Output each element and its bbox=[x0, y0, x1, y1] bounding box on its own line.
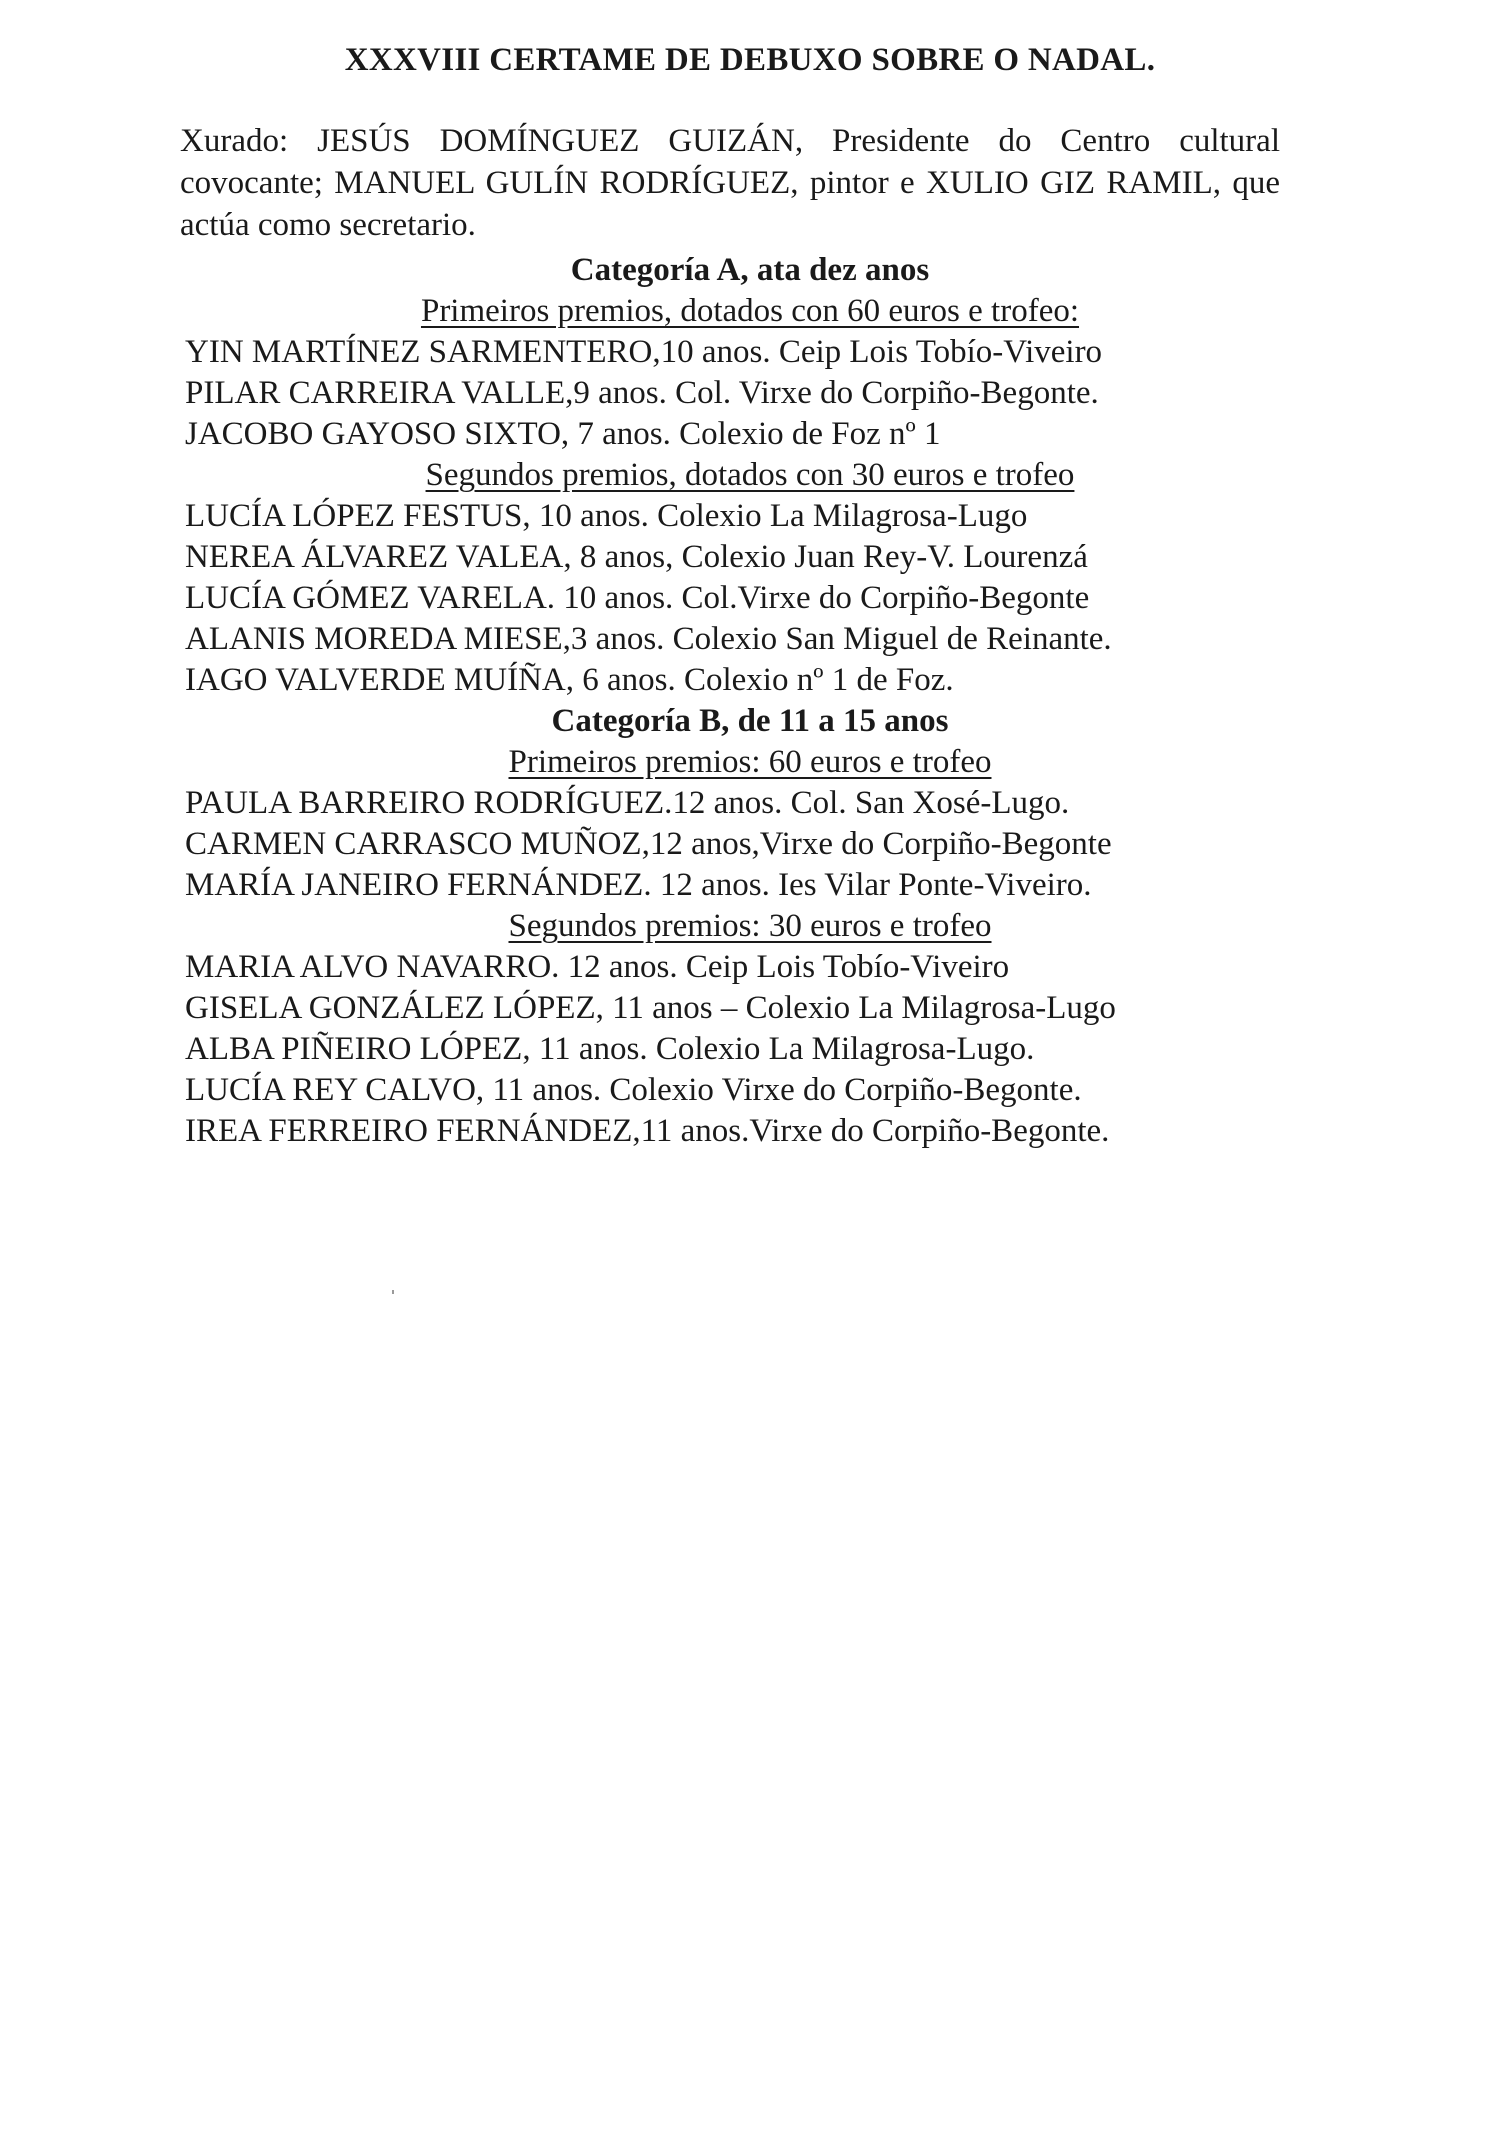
category-b-second-prizes-heading bbox=[0, 908, 1500, 945]
scan-speck bbox=[392, 1290, 394, 1294]
category-a-first-prizes-label: Primeiros premios, dotados con 60 euros e trofeo: bbox=[420, 293, 1080, 329]
category-b-heading: Categoría B, de 11 a 15 anos bbox=[551, 703, 949, 739]
category-b-second-prize-entry: IREA FERREIRO FERNÁNDEZ,11 anos.Virxe do Corpiño-Begonte. bbox=[185, 1113, 1110, 1149]
document-title: XXXVIII CERTAME DE DEBUXO SOBRE O NADAL. bbox=[344, 42, 1156, 78]
category-b-first-prizes-label: Primeiros premios: 60 euros e trofeo bbox=[508, 744, 992, 780]
category-b-first-prize-entry: PAULA BARREIRO RODRÍGUEZ.12 anos. Col. San Xosé-Lugo. bbox=[185, 785, 1070, 821]
category-a-second-prizes-label: Segundos premios, dotados con 30 euros e trofeo bbox=[425, 457, 1075, 493]
category-a-second-prize-entry: NEREA ÁLVAREZ VALEA, 8 anos, Colexio Juan Rey-V. Lourenzá bbox=[185, 539, 1088, 575]
category-b-second-prize-entry: MARIA ALVO NAVARRO. 12 anos. Ceip Lois Tobío-Viveiro bbox=[185, 949, 1010, 985]
category-b-second-prize-entry: GISELA GONZÁLEZ LÓPEZ, 11 anos – Colexio La Milagrosa-Lugo bbox=[185, 990, 1116, 1026]
category-a-second-prize-entry: LUCÍA GÓMEZ VARELA. 10 anos. Col.Virxe do Corpiño-Begonte bbox=[185, 580, 1090, 616]
category-a-first-prizes-heading bbox=[0, 293, 1500, 330]
category-a-second-prize-entry: LUCÍA LÓPEZ FESTUS, 10 anos. Colexio La Milagrosa-Lugo bbox=[185, 498, 1028, 534]
category-a-second-prize-entry: ALANIS MOREDA MIESE,3 anos. Colexio San Miguel de Reinante. bbox=[185, 621, 1112, 657]
category-a-second-prizes-heading bbox=[0, 457, 1500, 494]
category-a-second-prize-entry: IAGO VALVERDE MUÍÑA, 6 anos. Colexio nº 1 de Foz. bbox=[185, 662, 954, 698]
category-b-first-prize-entry: CARMEN CARRASCO MUÑOZ,12 anos,Virxe do Corpiño-Begonte bbox=[185, 826, 1112, 862]
category-a-heading: Categoría A, ata dez anos bbox=[570, 252, 930, 288]
category-b-second-prize-entry: LUCÍA REY CALVO, 11 anos. Colexio Virxe do Corpiño-Begonte. bbox=[185, 1072, 1082, 1108]
category-a-first-prize-entry: YIN MARTÍNEZ SARMENTERO,10 anos. Ceip Lois Tobío-Viveiro bbox=[185, 334, 1103, 370]
category-b-first-prizes-heading bbox=[0, 744, 1500, 781]
category-a-first-prize-entry: PILAR CARREIRA VALLE,9 anos. Col. Virxe do Corpiño-Begonte. bbox=[185, 375, 1099, 411]
category-b-first-prize-entry: MARÍA JANEIRO FERNÁNDEZ. 12 anos. Ies Vilar Ponte-Viveiro. bbox=[185, 867, 1092, 903]
jury-paragraph: Xurado: JESÚS DOMÍNGUEZ GUIZÁN, Presidente do Centro cultural covocante; MANUEL GULÍN RODRÍGUEZ, pintor e XULIO GIZ RAMIL, que actúa como secretario. bbox=[180, 123, 1280, 243]
category-b-second-prize-entry: ALBA PIÑEIRO LÓPEZ, 11 anos. Colexio La Milagrosa-Lugo. bbox=[185, 1031, 1035, 1067]
category-b-second-prizes-label: Segundos premios: 30 euros e trofeo bbox=[508, 908, 992, 944]
category-a-first-prize-entry: JACOBO GAYOSO SIXTO, 7 anos. Colexio de Foz nº 1 bbox=[185, 416, 941, 452]
